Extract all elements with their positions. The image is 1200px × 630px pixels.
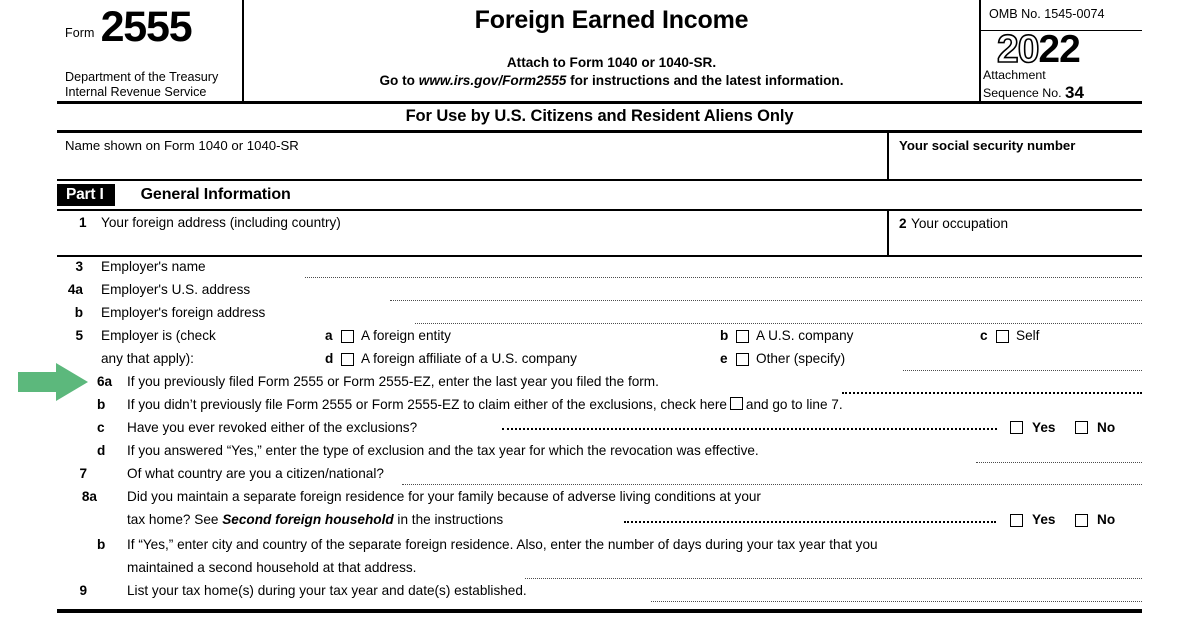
form-identifier: [65, 3, 192, 51]
line-9-label: List your tax home(s) during your tax year and date(s) established.: [127, 583, 527, 599]
checkbox-6c-no[interactable]: [1075, 421, 1088, 434]
attach-instruction: Attach to Form 1040 or 1040-SR.: [506, 54, 717, 70]
line-5b-letter: b: [720, 328, 729, 344]
line-5e-specify-input[interactable]: [903, 370, 1142, 371]
line-8b-label-line1: If “Yes,” enter city and country of the separate foreign residence. Also, enter the number of days during your tax year that you: [127, 537, 878, 553]
checkbox-8a-yes[interactable]: [1010, 514, 1023, 527]
checkbox-5d-foreign-affiliate[interactable]: [341, 353, 354, 366]
checkbox-6b-not-previously-filed[interactable]: [730, 397, 743, 410]
line-5a-letter: a: [325, 328, 333, 344]
form-title: Foreign Earned Income: [474, 6, 749, 34]
checkbox-5a-foreign-entity[interactable]: [341, 330, 354, 343]
line-5-label-line2: any that apply):: [101, 351, 194, 367]
name-field-label: Name shown on Form 1040 or 1040-SR: [65, 138, 299, 153]
line-6d-label: If you answered “Yes,” enter the type of exclusion and the tax year for which the revocation was effective.: [127, 443, 759, 459]
line-3-row: [57, 257, 1142, 280]
line-8a-label-line2: [127, 512, 503, 527]
line-8b-input[interactable]: [525, 578, 1142, 579]
line-2-cell[interactable]: [889, 211, 1142, 255]
line-3-input[interactable]: [305, 277, 1142, 278]
tax-year-century: 20: [997, 28, 1039, 71]
checkbox-5c-self[interactable]: [996, 330, 1009, 343]
sequence-no-value: 34: [1064, 82, 1084, 102]
line-5-number: 5: [75, 328, 83, 344]
attachment-label: Attachment: [983, 68, 1046, 82]
line-8b-row-1: [57, 535, 1142, 558]
line-1-number: 1: [79, 215, 87, 231]
line-9-number: 9: [79, 583, 87, 599]
line-7-number: 7: [79, 466, 87, 482]
line-5b-label: A U.S. company: [756, 328, 854, 344]
tax-year: [997, 30, 1080, 69]
name-ssn-row: [57, 133, 1142, 181]
line-7-input[interactable]: [402, 484, 1142, 485]
department-line-1: Department of the Treasury: [65, 70, 219, 84]
line-6d-row: [57, 441, 1142, 464]
line-6b-text-post: and go to line 7.: [745, 397, 843, 413]
line-8a-row-1: [57, 487, 1142, 510]
line-4b-number: b: [74, 305, 83, 321]
line-5e-label: Other (specify): [756, 351, 846, 367]
line-8b-label-line2: maintained a second household at that address.: [127, 560, 417, 576]
line-6a-label: If you previously filed Form 2555 or Form 2555-EZ, enter the last year you filed the form.: [127, 374, 659, 390]
ssn-field-label: Your social security number: [899, 138, 1076, 153]
line-6d-input[interactable]: [976, 462, 1142, 463]
line-6b-number: b: [97, 397, 106, 413]
line-5c-letter: c: [980, 328, 988, 344]
line-8b-number: b: [97, 537, 106, 553]
line-6a-row: [57, 372, 1142, 395]
line-6a-number: 6a: [97, 374, 113, 390]
checkbox-8a-no[interactable]: [1075, 514, 1088, 527]
header-left-block: [57, 0, 244, 101]
line-5e-letter: e: [720, 351, 728, 367]
tax-year-digits: 22: [1038, 28, 1080, 71]
line-6c-row: [57, 418, 1142, 441]
goto-prefix: Go to: [379, 72, 419, 88]
line-6b-text-pre: If you didn’t previously file Form 2555 or Form 2555-EZ to claim either of the exclusions, check here: [127, 397, 727, 413]
line-1-cell[interactable]: [57, 211, 889, 255]
line-9-row: [57, 581, 1142, 609]
goto-suffix: for instructions and the latest information.: [566, 72, 844, 88]
line-4b-row: [57, 303, 1142, 326]
line-8a-no-label: No: [1097, 512, 1116, 528]
form-word-label: Form: [65, 25, 95, 40]
line-8b-row-2: [57, 558, 1142, 581]
line-2-label: Your occupation: [911, 216, 1009, 232]
line-8a-row-2: [57, 510, 1142, 535]
line-5a-label: A foreign entity: [361, 328, 451, 344]
line-6c-number: c: [97, 420, 105, 436]
line-6c-yes-label: Yes: [1032, 420, 1056, 436]
line-5d-letter: d: [325, 351, 334, 367]
checkbox-5e-other[interactable]: [736, 353, 749, 366]
line-4a-number: 4a: [67, 282, 83, 298]
department-line-2: Internal Revenue Service: [65, 84, 207, 99]
part-1-title: General Information: [140, 186, 291, 204]
part-1-tag: Part I: [57, 184, 115, 206]
department-block: [65, 70, 218, 100]
line-7-label: Of what country are you a citizen/national?: [127, 466, 384, 482]
line-6b-row: [57, 395, 1142, 418]
header-right-block: [979, 0, 1142, 101]
line-9-input[interactable]: [651, 601, 1142, 602]
ssn-field-cell[interactable]: [889, 133, 1142, 179]
line-6c-leader-dots: [502, 428, 997, 430]
line-5-row-bottom: [57, 349, 1142, 372]
line-6c-no-label: No: [1097, 420, 1116, 436]
line-3-label: Employer's name: [101, 259, 206, 275]
questions-body: [57, 257, 1142, 613]
header-center-block: [244, 0, 979, 101]
line-1-label: Your foreign address (including country): [101, 215, 341, 231]
line-4a-row: [57, 280, 1142, 303]
line-6d-number: d: [97, 443, 106, 459]
form-number: 2555: [100, 3, 192, 51]
checkbox-6c-yes[interactable]: [1010, 421, 1023, 434]
second-foreign-household-emphasis: Second foreign household: [222, 512, 394, 528]
line-4b-label: Employer's foreign address: [101, 305, 266, 321]
line-5-row-top: [57, 326, 1142, 349]
line-4a-label: Employer's U.S. address: [101, 282, 251, 298]
form-header: [57, 0, 1142, 104]
attachment-sequence: [983, 68, 1084, 103]
line-1-2-row: [57, 211, 1142, 257]
line-6a-input[interactable]: [842, 392, 1142, 394]
line-8a-text-post: in the instructions: [393, 512, 504, 528]
name-field-cell[interactable]: [57, 133, 889, 179]
attachment-sequence-line: [983, 83, 1084, 103]
goto-instruction: [244, 72, 979, 90]
line-8a-label-line1: Did you maintain a separate foreign residence for your family because of adverse living conditions at your: [127, 489, 761, 505]
line-8a-leader-dots: [624, 521, 996, 523]
sequence-no-label: Sequence No.: [983, 85, 1062, 100]
line-5-label-line1: Employer is (check: [101, 328, 216, 344]
line-8a-text-pre: tax home? See: [127, 512, 223, 528]
line-8a-number: 8a: [81, 489, 97, 505]
line-7-row: [57, 464, 1142, 487]
use-banner: For Use by U.S. Citizens and Resident Aliens Only: [57, 104, 1142, 133]
line-2-number: 2: [899, 216, 907, 232]
line-6c-label: Have you ever revoked either of the exclusions?: [127, 420, 418, 436]
line-8a-yes-label: Yes: [1032, 512, 1056, 528]
line-4b-input[interactable]: [415, 323, 1142, 324]
checkbox-5b-us-company[interactable]: [736, 330, 749, 343]
line-4a-input[interactable]: [390, 300, 1142, 301]
part-1-header: [57, 181, 1142, 211]
line-6b-label: [127, 397, 843, 412]
line-3-number: 3: [75, 259, 83, 275]
line-5d-label: A foreign affiliate of a U.S. company: [361, 351, 577, 367]
line-5c-label: Self: [1016, 328, 1040, 344]
omb-number: OMB No. 1545-0074: [989, 7, 1105, 21]
irs-form-2555-sheet: [57, 0, 1142, 613]
irs-url-link[interactable]: www.irs.gov/Form2555: [418, 72, 567, 88]
